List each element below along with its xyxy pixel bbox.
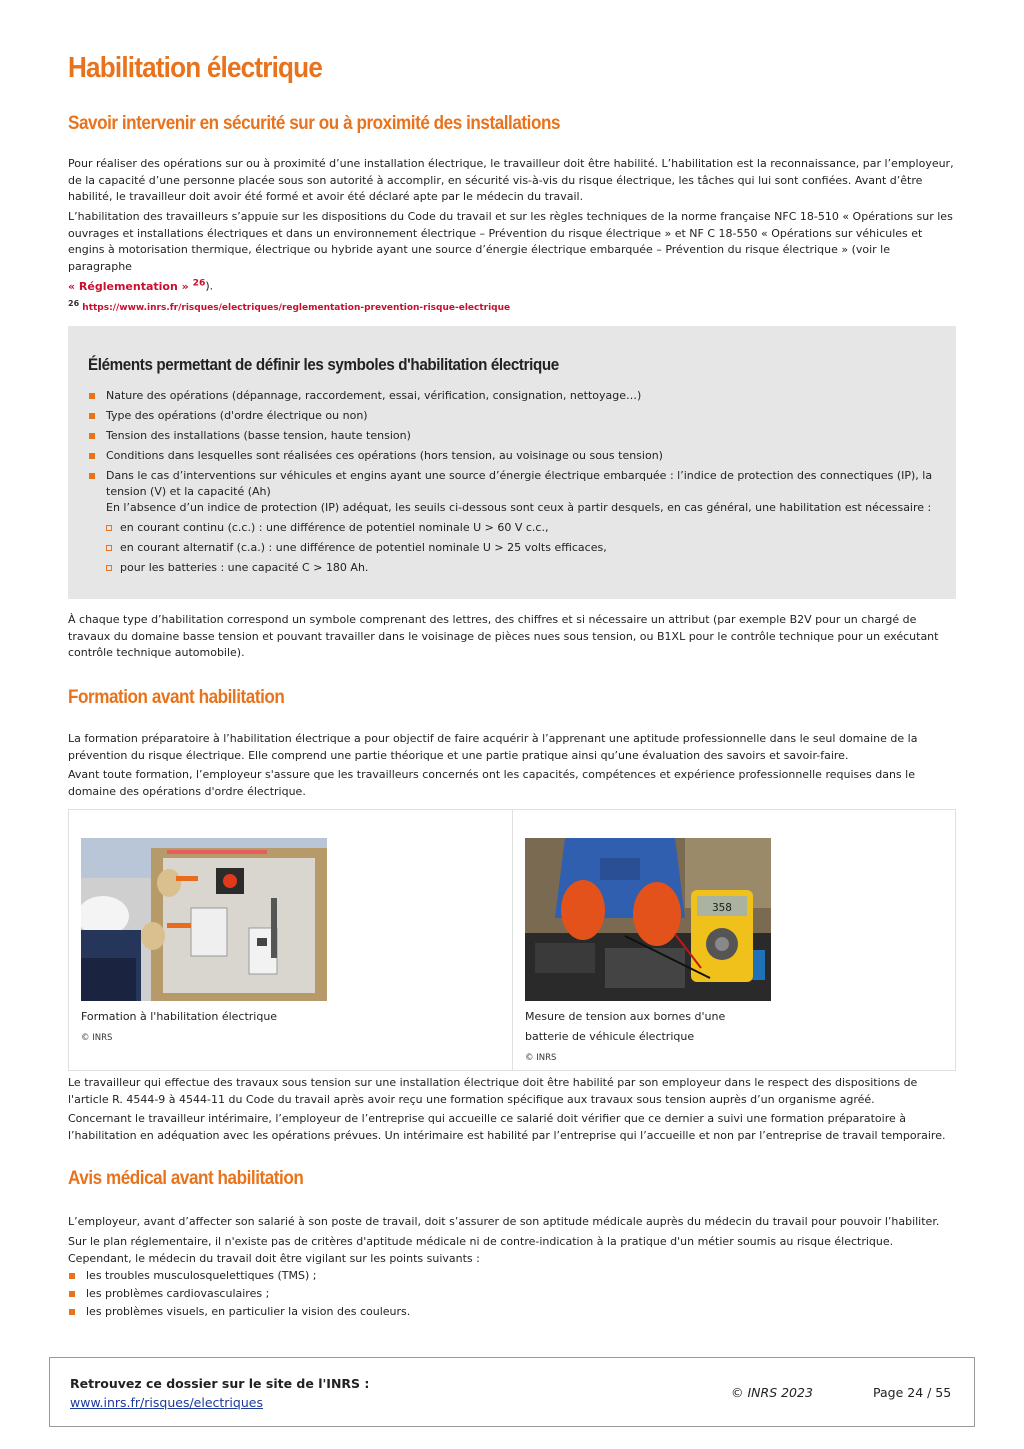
paragraph-symbole: À chaque type d’habilitation correspond un symbole comprenant des lettres, des chiffres et si nécessaire un attribut (par exemple B2V pour un chargé de travaux du domaine basse tension et pouvant travailler dans le voisinage de pièces nues sous tension, ou B1XL pour le contrôle technique pour un exécutant contrôle technique automobile). (68, 613, 939, 659)
bullet-icon (89, 473, 95, 479)
reference-number: 26 (192, 277, 206, 288)
list-item (88, 448, 938, 464)
list-item-text: Type des opérations (d'ordre électrique ou non) (106, 409, 368, 422)
footnote-number: 26 (68, 299, 80, 308)
list-item-text: les troubles musculosquelettiques (TMS) ; (86, 1269, 317, 1282)
photo-credit: © INRS (81, 1033, 113, 1043)
sublist-item (106, 540, 938, 556)
caption-text: Mesure de tension aux bornes d'une batterie de véhicule électrique (525, 1010, 726, 1043)
section-heading-securite: Savoir intervenir en sécurité sur ou à proximité des installations (68, 113, 561, 134)
list-item (88, 468, 938, 576)
paragraph-norme-text: L’habilitation des travailleurs s’appuie sur les dispositions du Code du travail et sur les règles techniques de la norme française NFC 18-510 « Opérations sur les ouvrages et installations électriques et dans un environnement électrique – Prévention du risque électrique » et NF C 18-550 « Opérations sur véhicules et engins à motorisation thermique, électrique ou hybride ayant une source d’énergie électrique embarquée – Prévention du risque électrique » (voir le paragraphe (68, 210, 953, 273)
medical-points-list (68, 1268, 410, 1322)
bullet-icon (69, 1273, 75, 1279)
paragraph-formation-1: La formation préparatoire à l’habilitation électrique a pour objectif de faire acquérir à l’apprenant une aptitude professionnelle dans le seul domaine de la prévention du risque électrique. Elle comprend une partie théorique et une partie pratique ainsi qu’une évaluation des savoirs et savoir-faire. (68, 732, 918, 762)
photo-formation[interactable] (81, 838, 327, 1001)
paragraph-medical-1: L’employeur, avant d’affecter son salarié à son poste de travail, doit s’assurer de son aptitude médicale auprès du médecin du travail pour pouvoir l’habiliter. (68, 1215, 940, 1228)
sublist-item (106, 520, 938, 536)
reglementation-link[interactable] (68, 277, 206, 293)
bullet-icon (89, 453, 95, 459)
paragraph-intro: Pour réaliser des opérations sur ou à proximité d’une installation électrique, le travailleur doit être habilité. L’habilitation est la reconnaissance, par l’employeur, de la capacité d’une personne placée sous son autorité à accomplir, en sécurité vis-à-vis du risque électrique, les tâches qui lui sont confiées. Avant d’être habilité, le travailleur doit avoir été formé et avoir été déclaré apte par le médecin du travail. (68, 157, 954, 203)
list-item-text: Conditions dans lesquelles sont réalisées ces opérations (hors tension, au voisinage ou sous tension) (106, 449, 663, 462)
info-box-title: Éléments permettant de définir les symboles d'habilitation électrique (88, 356, 559, 374)
caption-text: Formation à l'habilitation électrique (81, 1010, 278, 1023)
reference-closing: ). (205, 279, 214, 293)
photo-credit: © INRS (525, 1053, 557, 1063)
list-item (88, 408, 938, 424)
hollow-bullet-icon (106, 525, 112, 531)
page-footer (49, 1357, 975, 1427)
hollow-bullet-icon (106, 545, 112, 551)
footnote (68, 299, 510, 313)
figure-caption (81, 1007, 311, 1047)
list-item (88, 388, 938, 404)
list-item (88, 428, 938, 444)
paragraph-formation-2: Avant toute formation, l’employeur s'assure que les travailleurs concernés ont les capacités, compétences et expérience professionnelle requises dans le domaine des opérations d'ordre électrique. (68, 768, 915, 798)
figure-gallery (68, 809, 956, 1071)
footer-site-link[interactable]: www.inrs.fr/risques/electriques (70, 1395, 263, 1410)
list-item-extra: En l’absence d’un indice de protection (IP) adéquat, les seuils ci-dessous sont ceux à partir desquels, en cas général, une habilitation est nécessaire : (106, 501, 932, 514)
bullet-icon (69, 1309, 75, 1315)
figure-formation (69, 810, 512, 1070)
section-heading-avis-medical: Avis médical avant habilitation (68, 1168, 304, 1189)
list-item (68, 1268, 410, 1284)
info-box (68, 326, 956, 599)
page-title: Habilitation électrique (68, 52, 323, 84)
photo-mesure[interactable] (525, 838, 771, 1001)
list-item-text: Dans le cas d’interventions sur véhicules et engins ayant une source d’énergie électrique embarquée : l’indice de protection des connectiques (IP), la tension (V) et la capacité (Ah) (106, 469, 933, 498)
paragraph-medical-2: Sur le plan réglementaire, il n'existe pas de critères d'aptitude médicale ni de contre-indication à la pratique d'un métier soumis au risque électrique. Cependant, le médecin du travail doit être vigilant sur les points suivants : (68, 1235, 894, 1265)
training-photo-illustration (81, 838, 327, 1001)
bullet-icon (69, 1291, 75, 1297)
paragraph-norme (68, 209, 956, 295)
info-box-list (88, 388, 938, 580)
paragraph-interimaire: Concernant le travailleur intérimaire, l’employeur de l’entreprise qui accueille ce salarié doit vérifier que ce dernier a suivi une formation préparatoire à l’habilitation en adéquation avec les opérations prévues. Un intérimaire est habilité par l’entreprise qui l’accueille et non par l’entreprise de travail temporaire. (68, 1112, 946, 1142)
figure-caption (525, 1007, 755, 1067)
hollow-bullet-icon (106, 565, 112, 571)
figure-mesure (512, 810, 956, 1070)
bullet-icon (89, 393, 95, 399)
list-item (68, 1304, 410, 1320)
paragraph-travaux-sous-tension: Le travailleur qui effectue des travaux sous tension sur une installation électrique doit être habilité par son employeur dans le respect des dispositions de l'article R. 4544-9 à 4544-11 du Code du travail après avoir reçu une formation spécifique aux travaux sous tension auprès d’un organisme agréé. (68, 1076, 918, 1106)
sublist-item-text: en courant continu (c.c.) : une différence de potentiel nominale U > 60 V c.c., (120, 521, 549, 534)
footnote-url[interactable]: https://www.inrs.fr/risques/electriques/reglementation-prevention-risque-electrique (82, 303, 511, 313)
meter-reading: 358 (712, 901, 732, 914)
sublist-item-text: pour les batteries : une capacité C > 180 Ah. (120, 561, 369, 574)
sublist-item-text: en courant alternatif (c.a.) : une différence de potentiel nominale U > 25 volts efficaces, (120, 541, 607, 554)
list-item (68, 1286, 410, 1302)
section-heading-formation: Formation avant habilitation (68, 687, 285, 708)
bullet-icon (89, 413, 95, 419)
footer-title: Retrouvez ce dossier sur le site de l'INRS : (70, 1376, 370, 1391)
bullet-icon (89, 433, 95, 439)
measurement-photo-illustration (525, 838, 771, 1001)
list-item-text: Nature des opérations (dépannage, raccordement, essai, vérification, consignation, nettoyage…) (106, 389, 642, 402)
list-item-text: les problèmes visuels, en particulier la vision des couleurs. (86, 1305, 411, 1318)
threshold-list (106, 520, 938, 576)
page-number: Page 24 / 55 (873, 1385, 952, 1400)
footer-copyright: © INRS 2023 (731, 1385, 813, 1400)
list-item-text: les problèmes cardiovasculaires ; (86, 1287, 270, 1300)
list-item-text: Tension des installations (basse tension, haute tension) (106, 429, 411, 442)
reglementation-link-text: « Réglementation » (68, 279, 189, 293)
sublist-item (106, 560, 938, 576)
